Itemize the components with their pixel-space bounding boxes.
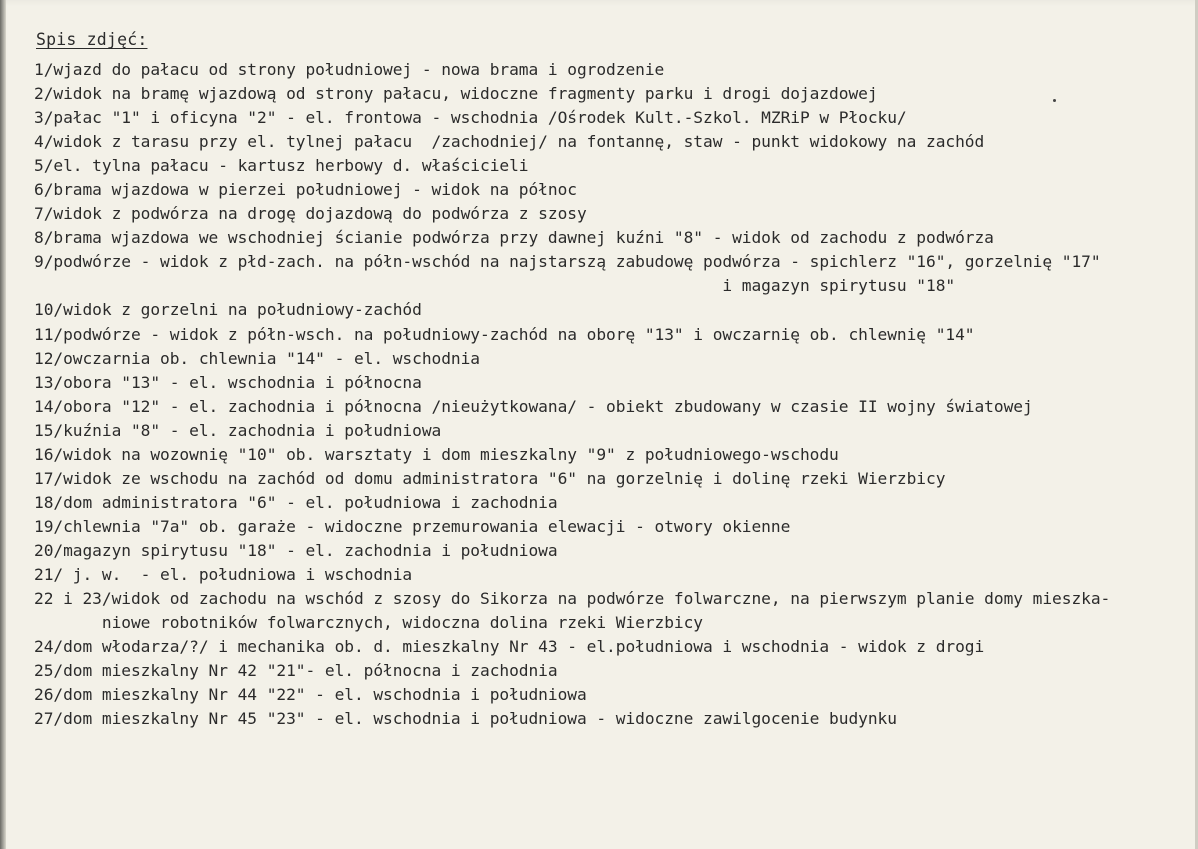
list-item: 8/brama wjazdowa we wschodniej ścianie podwórza przy dawnej kuźni "8" - widok od zachodu z podwórza [34,228,994,248]
page-edge-shadow [0,0,6,849]
list-item: 16/widok na wozownię "10" ob. warsztaty i dom mieszkalny "9" z południowego-wschodu [34,444,839,464]
list-item: 12/owczarnia ob. chlewnia "14" - el. wschodnia [34,348,481,368]
list-item: 9/podwórze - widok z płd-zach. na półn-wschód na najstarszą zabudowę podwórza - spichlerz "16", gorzelnię "17" [34,252,1101,272]
list-item-continuation: i magazyn spirytusu "18" [34,276,956,296]
list-item: 22 i 23/widok od zachodu na wschód z szosy do Sikorza na podwórze folwarczne, na pierwszym planie domy mieszka- [34,589,1111,609]
list-item-continuation: niowe robotników folwarcznych, widoczna dolina rzeki Wierzbicy [34,613,704,633]
list-item: 20/magazyn spirytusu "18" - el. zachodnia i południowa [34,540,558,560]
list-item: 4/widok z tarasu przy el. tylnej pałacu /zachodniej/ na fontannę, staw - punkt widokowy na zachód [34,132,985,152]
list-item: 21/ j. w. - el. południowa i wschodnia [34,564,413,584]
list-item: 5/el. tylna pałacu - kartusz herbowy d. właścicieli [34,156,529,176]
list-item: 25/dom mieszkalny Nr 42 "21"- el. północna i zachodnia [34,661,558,681]
list-item: 15/kuźnia "8" - el. zachodnia i południowa [34,420,442,440]
list-item: 26/dom mieszkalny Nr 44 "22" - el. wschodnia i południowa [34,685,587,705]
list-item: 24/dom włodarza/?/ i mechanika ob. d. mieszkalny Nr 43 - el.południowa i wschodnia - widok z drogi [34,637,985,657]
photo-list [34,58,1184,731]
list-item: 17/widok ze wschodu na zachód od domu administratora "6" na gorzelnię i dolinę rzeki Wierzbicy [34,468,946,488]
list-item: 18/dom administratora "6" - el. południowa i zachodnia [34,492,558,512]
document-heading: Spis zdjęć: [36,30,148,49]
list-item: 7/widok z podwórza na drogę dojazdową do podwórza z szosy [34,204,587,224]
ink-speck [1053,99,1056,102]
list-item: 10/widok z gorzelni na południowy-zachód [34,300,422,320]
list-item: 6/brama wjazdowa w pierzei południowej - widok na północ [34,180,577,200]
list-item: 2/widok na bramę wjazdową od strony pałacu, widoczne fragmenty parku i drogi dojazdowej [34,84,878,104]
list-item: 11/podwórze - widok z półn-wsch. na południowy-zachód na oborę "13" i owczarnię ob. chlewnię "14" [34,324,975,344]
list-item: 1/wjazd do pałacu od strony południowej - nowa brama i ogrodzenie [34,60,665,79]
list-item: 27/dom mieszkalny Nr 45 "23" - el. wschodnia i południowa - widoczne zawilgocenie budynku [34,709,897,729]
list-item: 13/obora "13" - el. wschodnia i północna [34,372,422,392]
list-item: 3/pałac "1" i oficyna "2" - el. frontowa - wschodnia /Ośrodek Kult.-Szkol. MZRiP w Płocku/ [34,108,907,128]
list-item: 19/chlewnia "7a" ob. garaże - widoczne przemurowania elewacji - otwory okienne [34,516,791,536]
list-item: 14/obora "12" - el. zachodnia i północna /nieużytkowana/ - obiekt zbudowany w czasie II wojny światowej [34,396,1033,416]
